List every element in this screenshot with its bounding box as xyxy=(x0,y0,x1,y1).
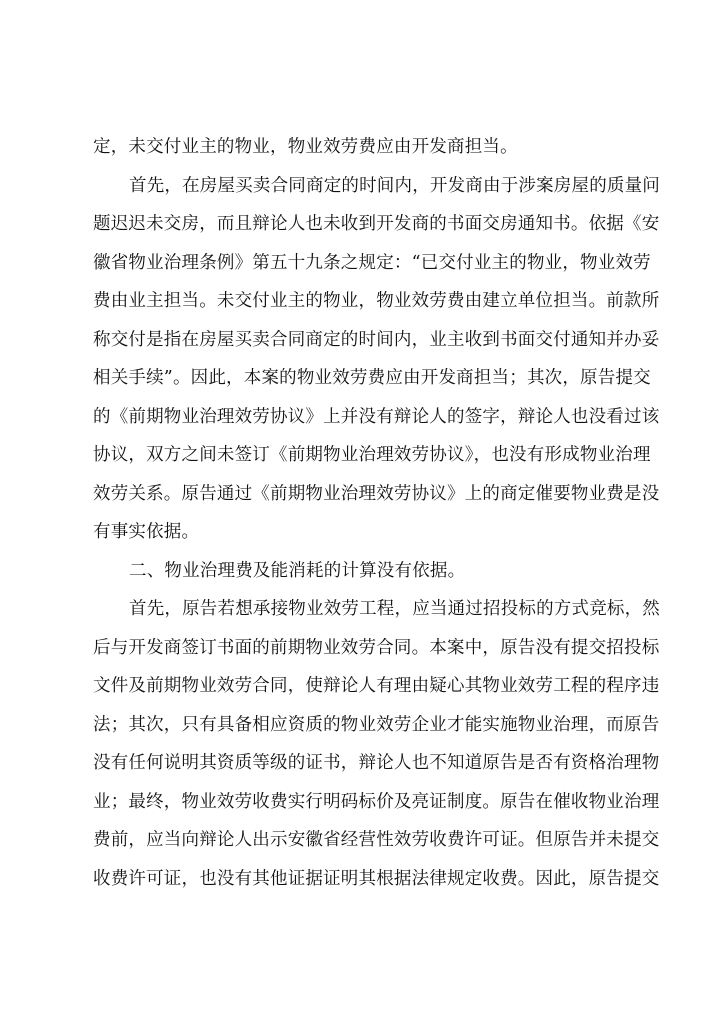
text-line: 效劳关系。原告通过《前期物业治理效劳协议》上的商定催要物业费是没 xyxy=(93,483,660,504)
text-line: 法；其次，只有具备相应资质的物业效劳企业才能实施物业治理，而原告 xyxy=(93,714,660,735)
text-line: 相关手续”。因此，本案的物业效劳费应由开发商担当；其次，原告提交 xyxy=(93,368,651,388)
text-line: 没有任何说明其资质等级的证书，辩论人也不知道原告是否有资格治理物 xyxy=(93,753,660,773)
text-line: 徽省物业治理条例》第五十九条之规定：“已交付业主的物业，物业效劳 xyxy=(93,252,651,273)
paragraph-first-line: 首先，原告若想承接物业效劳工程，应当通过招投标的方式竞标，然 xyxy=(129,599,660,619)
text-line: 称交付是指在房屋买卖合同商定的时间内，业主收到书面交付通知并办妥 xyxy=(93,329,660,350)
text-line: 业；最终，物业效劳收费实行明码标价及亮证制度。原告在催收物业治理 xyxy=(93,791,660,812)
section-heading: 二、物业治理费及能消耗的计算没有依据。 xyxy=(129,560,466,581)
text-line: 费前，应当向辩论人出示安徽省经营性效劳收费许可证。但原告并未提交 xyxy=(93,830,660,850)
text-line: 定，未交付业主的物业，物业效劳费应由开发商担当。 xyxy=(93,137,518,157)
paragraph-first-line: 首先，在房屋买卖合同商定的时间内，开发商由于涉案房屋的质量问 xyxy=(129,175,660,196)
text-line: 收费许可证，也没有其他证据证明其根据法律规定收费。因此，原告提交 xyxy=(93,868,660,889)
document-page xyxy=(93,128,660,898)
text-line: 费由业主担当。未交付业主的物业，物业效劳费由建立单位担当。前款所 xyxy=(93,291,660,311)
text-line: 文件及前期物业效劳合同，使辩论人有理由疑心其物业效劳工程的程序违 xyxy=(93,676,660,696)
text-line: 有事实依据。 xyxy=(93,522,200,542)
text-line: 题迟迟未交房，而且辩论人也未收到开发商的书面交房通知书。依据《安 xyxy=(93,214,660,234)
text-line: 协议，双方之间未签订《前期物业治理效劳协议》，也没有形成物业治理 xyxy=(93,445,651,465)
text-line: 的《前期物业治理效劳协议》上并没有辩论人的签字，辩论人也没看过该 xyxy=(93,406,660,427)
text-line: 后与开发商签订书面的前期物业效劳合同。本案中，原告没有提交招投标 xyxy=(93,637,660,658)
